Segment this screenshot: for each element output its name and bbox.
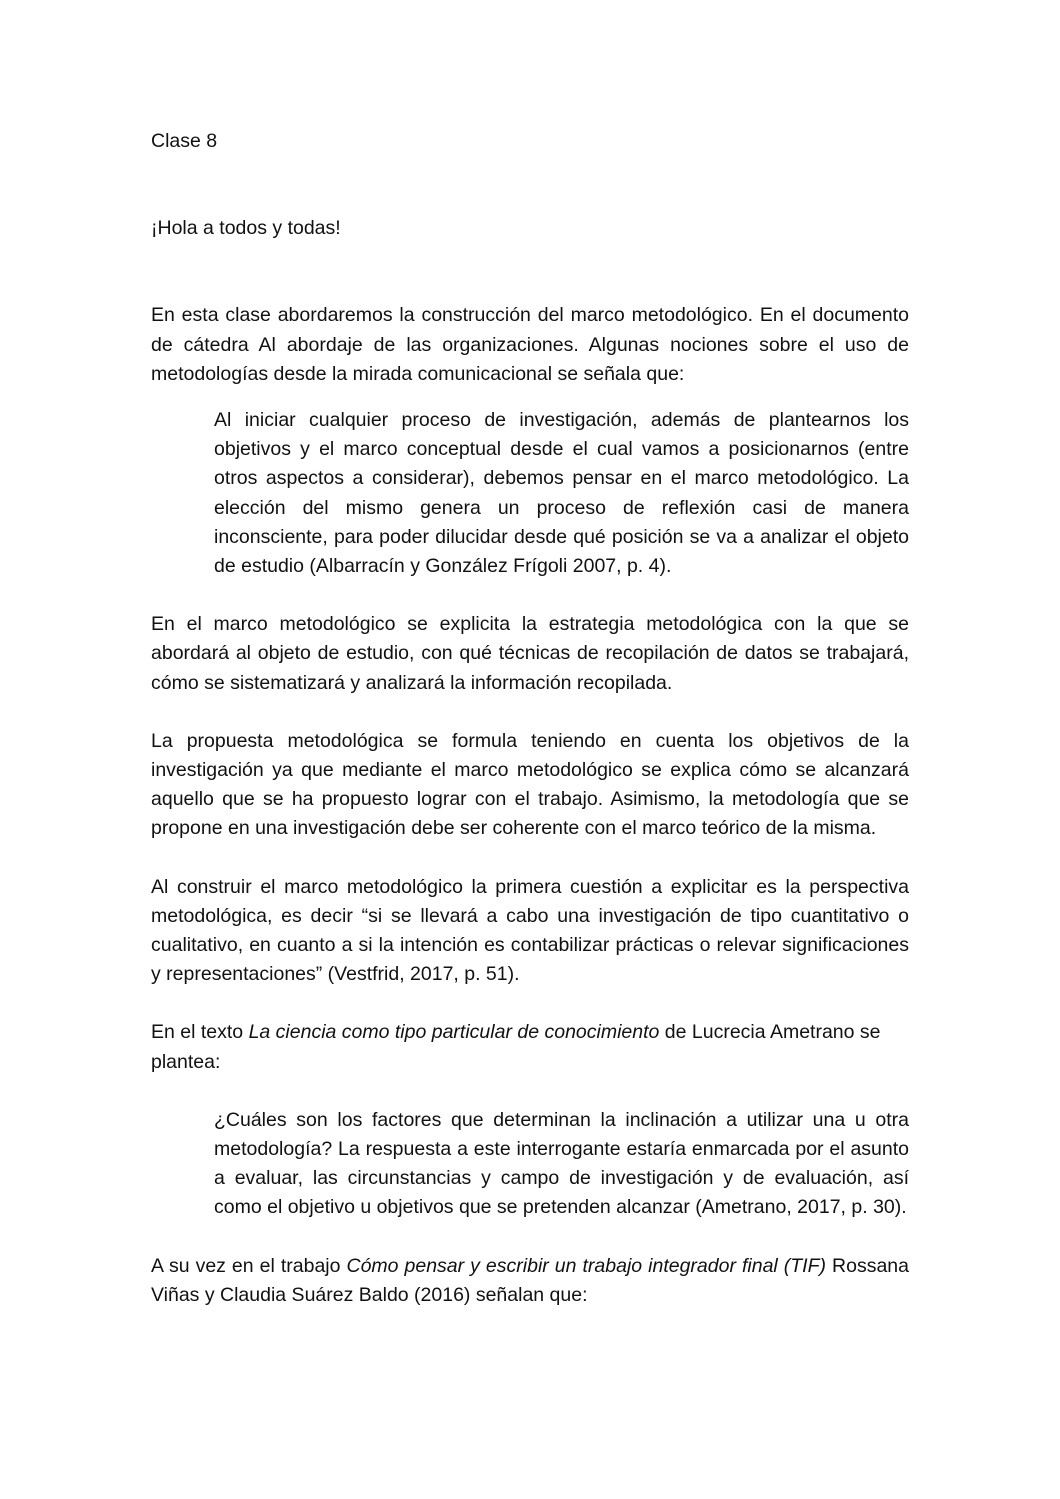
work-title-tif: Cómo pensar y escribir un trabajo integrador final (TIF) xyxy=(346,1254,826,1277)
paragraph-ametrano-prefix: En el texto xyxy=(151,1021,249,1044)
block-quote-ametrano: ¿Cuáles son los factores que determinan la inclinación a utilizar una u otra metodología? La respuesta a este interrogante estaría enmarcada por el asunto a evaluar, las circunstancias y campo de investigación y de evaluación, así como el objetivo u objetivos que se pretenden alcanzar (Ametrano, 2017, p. 30). xyxy=(214,1108,909,1219)
paragraph-tif-prefix: A su vez en el trabajo xyxy=(151,1254,347,1277)
greeting: ¡Hola a todos y todas! xyxy=(151,217,341,240)
document-title: Clase 8 xyxy=(151,130,218,152)
paragraph-intro: En esta clase abordaremos la construcción del marco metodológico. En el documento de cátedra Al abordaje de las organizaciones. Algunas nociones sobre el uso de metodologías desde la mirada comunicacional se señala que: xyxy=(151,304,909,385)
paragraph-tif xyxy=(151,1252,909,1310)
paragraph-ametrano-suffix: de Lucrecia Ametrano se plantea: xyxy=(151,1021,881,1073)
block-quote-albarracin: Al iniciar cualquier proceso de investigación, además de plantearnos los objetivos y el marco conceptual desde el cual vamos a posicionarnos (entre otros aspectos a considerar), debemos pensar en el marco metodológico. La elección del mismo genera un proceso de reflexión casi de manera inconsciente, para poder dilucidar desde qué posición se va a analizar el objeto de estudio (Albarracín y González Frígoli 2007, p. 4). xyxy=(214,409,909,578)
paragraph-methodological-proposal: La propuesta metodológica se formula teniendo en cuenta los objetivos de la investigación ya que mediante el marco metodológico se explica cómo se alcanzará aquello que se ha propuesto lograr con el trabajo. Asimismo, la metodología que se propone en una investigación debe ser coherente con el marco teórico de la misma. xyxy=(151,729,909,840)
paragraph-tif-suffix: Rossana Viñas y Claudia Suárez Baldo (2016) señalan que: xyxy=(151,1254,909,1306)
paragraph-ametrano-intro xyxy=(151,1018,909,1076)
paragraph-perspective: Al construir el marco metodológico la primera cuestión a explicitar es la perspectiva metodológica, es decir “si se llevará a cabo una investigación de tipo cuantitativo o cualitativo, en cuanto a si la intención es contabilizar prácticas o relevar significaciones y representaciones” (Vestfrid, 2017, p. 51). xyxy=(151,875,909,986)
book-title-ametrano: La ciencia como tipo particular de conocimiento xyxy=(248,1021,660,1044)
paragraph-methodological-framework: En el marco metodológico se explicita la estrategia metodológica con la que se abordará al objeto de estudio, con qué técnicas de recopilación de datos se trabajará, cómo se sistematizará y analizará la información recopilada. xyxy=(151,613,909,694)
document-body xyxy=(151,127,909,1339)
